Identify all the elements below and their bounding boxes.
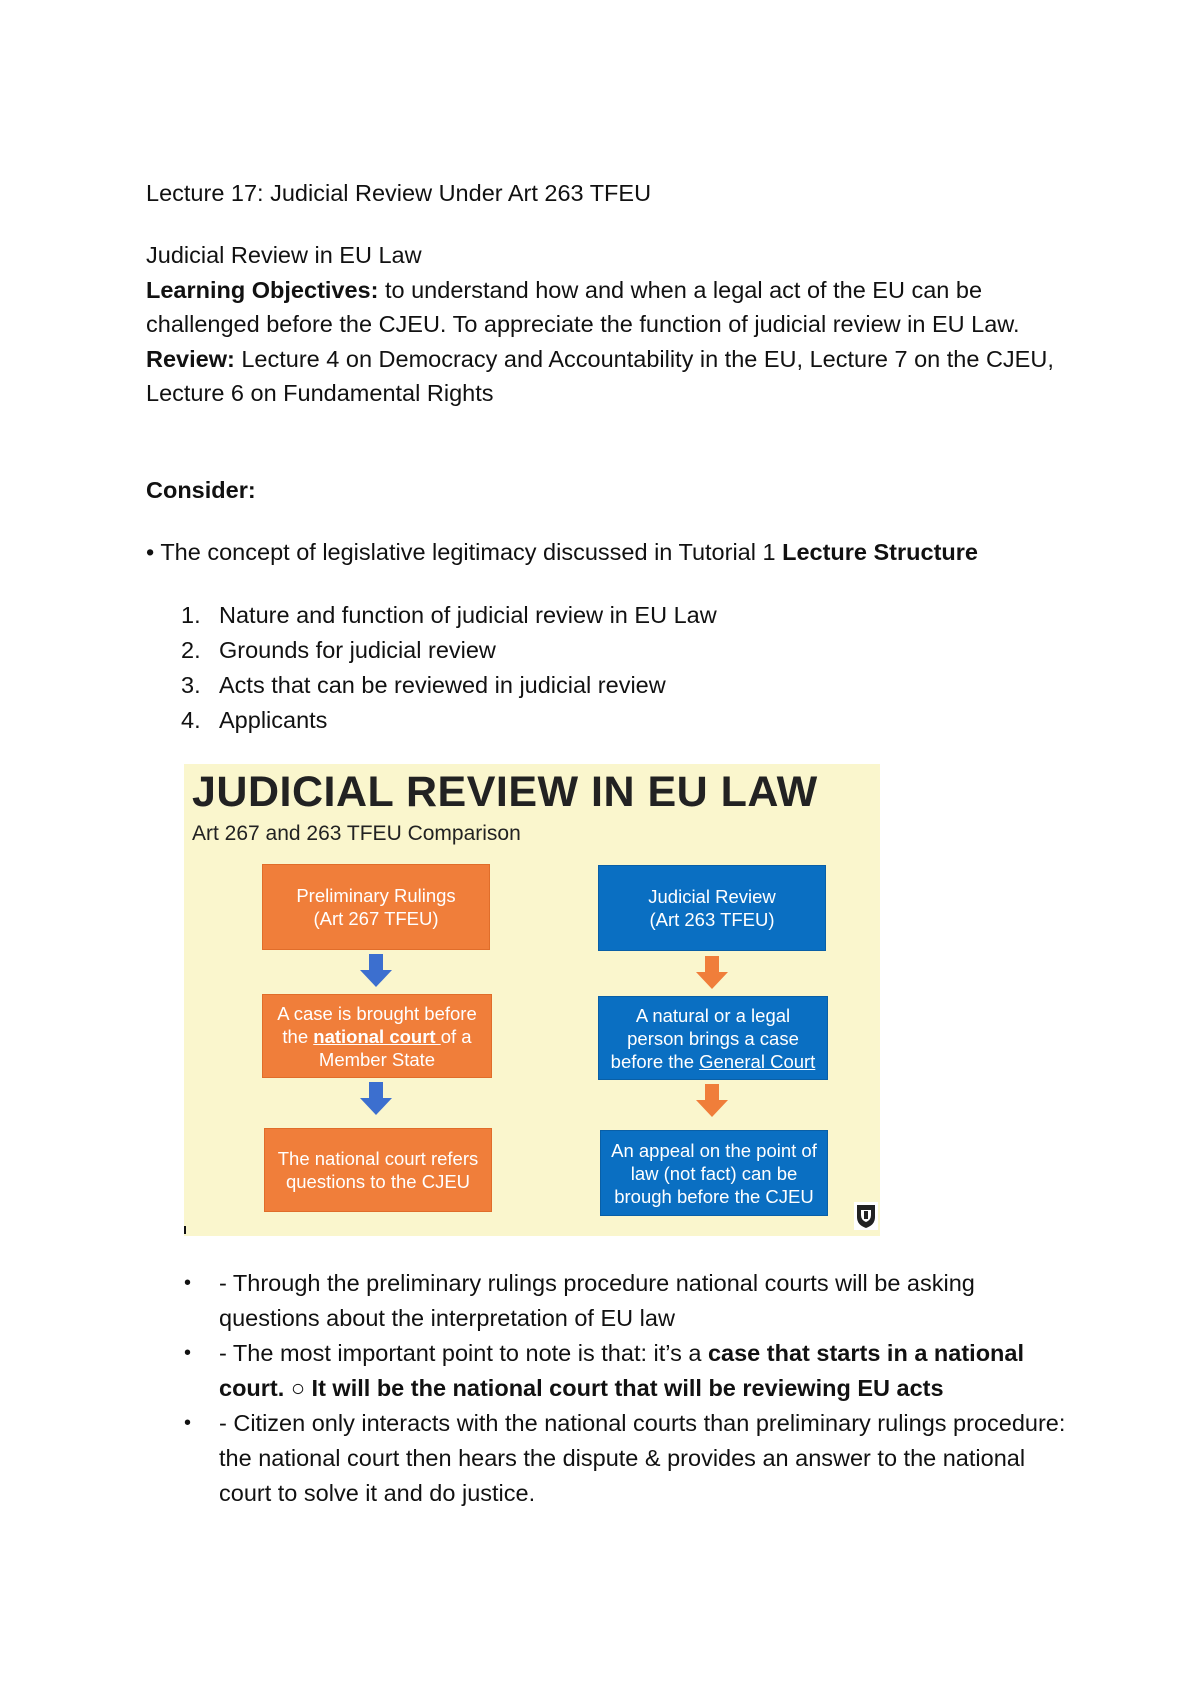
document-title: Lecture 17: Judicial Review Under Art 263 TFEU bbox=[146, 180, 652, 206]
list-item: • - The most important point to note is that: it’s a case that starts in a national court. ○ It will be the national court that will be reviewing EU acts bbox=[184, 1340, 1025, 1401]
list-item: • - Through the preliminary rulings procedure national courts will be asking questions about the interpretation of EU law bbox=[184, 1270, 975, 1331]
lecture-structure-list bbox=[146, 598, 717, 738]
learning-objectives bbox=[146, 273, 1076, 342]
slide-diagram bbox=[184, 764, 880, 1236]
caption-mark bbox=[184, 1226, 186, 1234]
arrow-down-icon bbox=[359, 954, 393, 988]
review-text: Lecture 4 on Democracy and Accountability in the EU, Lecture 7 on the CJEU, Lecture 6 on Fundamental Rights bbox=[146, 345, 1054, 406]
learning-objectives-text: to understand how and when a legal act of the EU can be challenged before the CJEU. To appreciate the function of judicial review in EU Law. bbox=[146, 276, 1020, 337]
review-paragraph bbox=[146, 342, 1076, 411]
slide-title: JUDICIAL REVIEW IN EU LAW bbox=[192, 768, 818, 816]
national-court-refers-box: The national court refers questions to the CJEU bbox=[264, 1128, 492, 1212]
arrow-down-icon bbox=[695, 1084, 729, 1118]
list-item: 1. Nature and function of judicial review in EU Law bbox=[181, 602, 717, 628]
arrow-down-icon bbox=[695, 956, 729, 990]
section-heading: Judicial Review in EU Law bbox=[146, 242, 422, 268]
list-item: • - Citizen only interacts with the national courts than preliminary rulings procedure: the national court then hears the dispute & provides an answer to the national court to solve it and do justice. bbox=[184, 1410, 1066, 1506]
crest-icon bbox=[854, 1202, 878, 1230]
learning-objectives-label: Learning Objectives: bbox=[146, 276, 379, 303]
notes-list bbox=[146, 1266, 1076, 1511]
consider-heading: Consider: bbox=[146, 477, 256, 503]
review-label: Review: bbox=[146, 345, 235, 372]
arrow-down-icon bbox=[359, 1082, 393, 1116]
appeal-cjeu-box: An appeal on the point of law (not fact) can be brough before the CJEU bbox=[600, 1130, 828, 1216]
list-item: 4. Applicants bbox=[181, 707, 328, 733]
judicial-review-box: Judicial Review (Art 263 TFEU) bbox=[598, 865, 826, 951]
list-item: 3. Acts that can be reviewed in judicial review bbox=[181, 672, 666, 698]
intro-section bbox=[146, 238, 1076, 411]
general-court-case-box: A natural or a legal person brings a case before the General Court bbox=[598, 996, 828, 1080]
consider-bullet: • The concept of legislative legitimacy discussed in Tutorial 1 Lecture Structure bbox=[146, 539, 978, 565]
slide-subtitle: Art 267 and 263 TFEU Comparison bbox=[192, 822, 521, 845]
national-court-case-box: A case is brought before the national court of a Member State bbox=[262, 994, 492, 1078]
list-item: 2. Grounds for judicial review bbox=[181, 637, 496, 663]
preliminary-rulings-box: Preliminary Rulings (Art 267 TFEU) bbox=[262, 864, 490, 950]
lecture-structure-label: Lecture Structure bbox=[782, 539, 978, 565]
